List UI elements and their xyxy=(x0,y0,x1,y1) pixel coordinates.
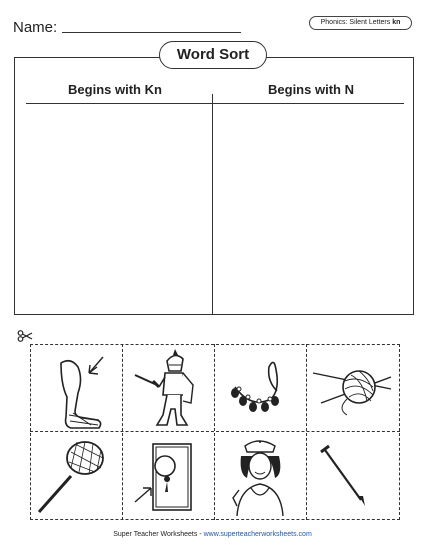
nurse-icon xyxy=(215,432,305,517)
knight-icon xyxy=(123,345,213,430)
footer-separator: - xyxy=(197,531,204,538)
knee-icon xyxy=(31,345,121,430)
picture-card[interactable] xyxy=(31,345,121,430)
yarn-knitting-icon xyxy=(307,345,397,430)
net-icon xyxy=(31,432,121,517)
column-header-kn: Begins with Kn xyxy=(68,82,162,97)
footer-brand: Super Teacher Worksheets xyxy=(113,531,198,538)
picture-card[interactable] xyxy=(123,432,213,517)
column-header-n: Begins with N xyxy=(268,82,354,97)
name-field-line[interactable] xyxy=(62,32,241,33)
picture-card[interactable] xyxy=(307,432,397,517)
picture-card[interactable] xyxy=(215,432,305,517)
picture-card[interactable] xyxy=(123,345,213,430)
topic-badge xyxy=(309,16,412,30)
scissors-icon xyxy=(17,329,33,343)
topic-badge-text: Phonics: Silent Letters xyxy=(320,19,393,26)
header-rule xyxy=(26,103,404,104)
necklace-icon xyxy=(215,345,305,430)
footer xyxy=(0,531,425,538)
name-label: Name: xyxy=(13,19,58,36)
door-knob-icon xyxy=(123,432,213,517)
nail-icon xyxy=(307,432,397,517)
topic-badge-bold: kn xyxy=(392,19,401,26)
picture-card[interactable] xyxy=(307,345,397,430)
picture-card[interactable] xyxy=(215,345,305,430)
sort-title: Word Sort xyxy=(159,41,267,69)
footer-link[interactable]: www.superteacherworksheets.com xyxy=(203,531,312,538)
column-divider xyxy=(212,94,213,315)
picture-card[interactable] xyxy=(31,432,121,517)
